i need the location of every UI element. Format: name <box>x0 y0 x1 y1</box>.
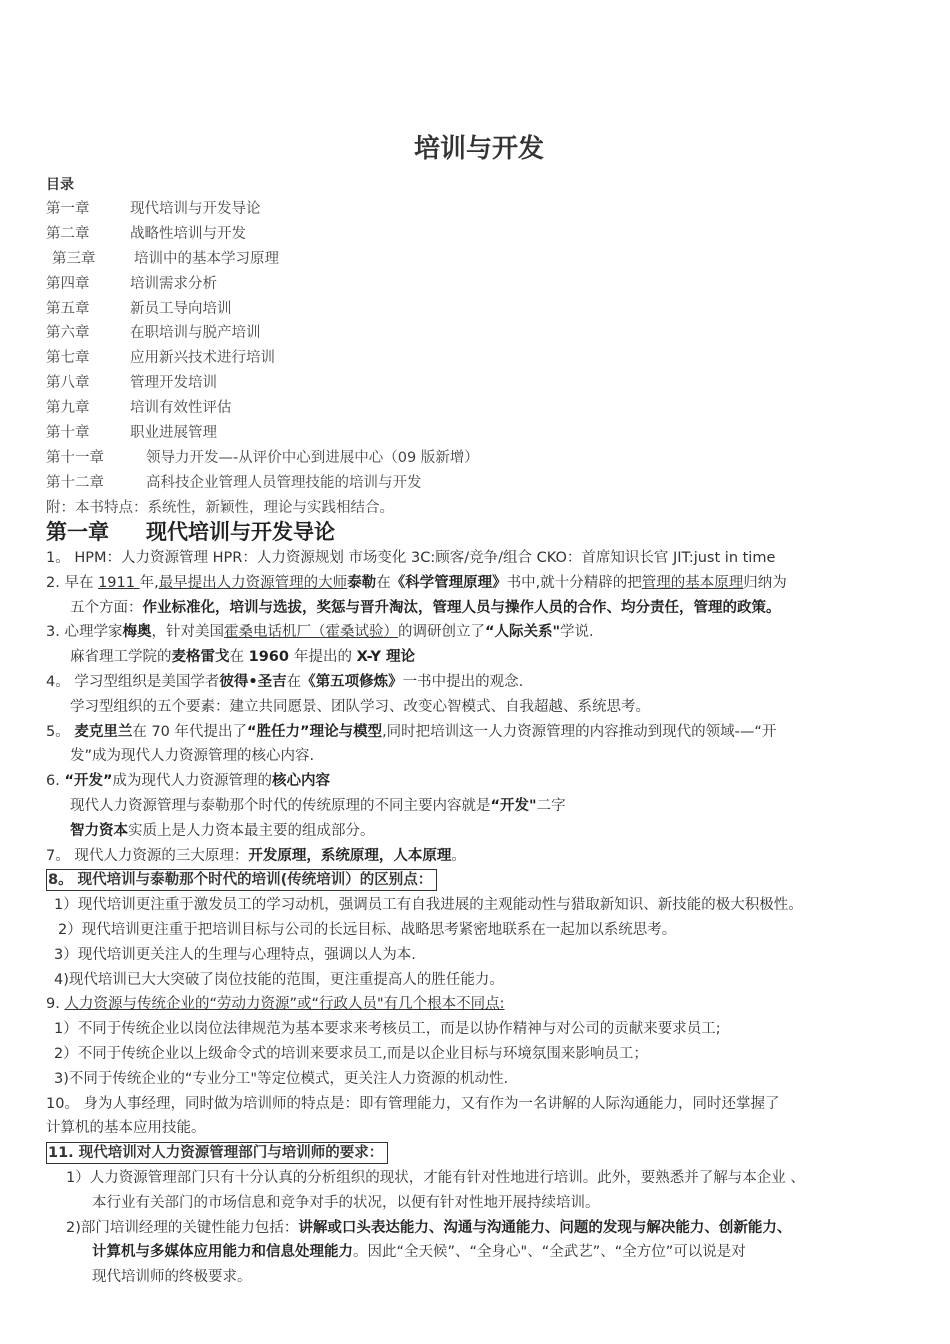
chapter-title: 现代培训与开发导论 <box>146 520 335 544</box>
toc-chapter-name: 在职培训与脱产培训 <box>130 325 261 342</box>
paragraph-5-line-1 <box>46 720 912 745</box>
text: 一书中提出的观念. <box>402 673 524 690</box>
toc-item <box>46 471 479 496</box>
text: 作业标准化，培训与选拔，奖惩与晋升淘汰，管理人员与操作人员的合作、均分责任，管理的政策。 <box>142 599 781 616</box>
text: 。 <box>451 847 466 864</box>
text: 讲解或口头表达能力、沟通与沟通能力、问题的发现与解决能力、创新能力、 <box>298 1219 792 1236</box>
list-item: 3)不同于传统企业的“专业分工"等定位模式，更关注人力资源的机动性. <box>54 1070 509 1087</box>
toc-chapter-name: 战略性培训与开发 <box>130 225 246 242</box>
chapter-body <box>46 546 912 1290</box>
text: “开发" <box>490 797 537 814</box>
text: 彼得•圣吉 <box>219 673 287 690</box>
text: “人际关系" <box>484 624 561 641</box>
list-item: 3）现代培训更关注人的生理与心理特点，强调以人为本. <box>54 946 416 963</box>
text: 计算机与多媒体应用能力和信息处理能力 <box>92 1244 353 1261</box>
toc-chapter-number: 第五章 <box>46 300 90 317</box>
table-of-contents <box>46 197 479 521</box>
paragraph-3-line-1 <box>46 620 912 645</box>
text: 学说. <box>560 624 594 641</box>
list-item-continuation: 本行业有关部门的市场信息和竞争对手的状况，以便有针对性地开展持续培训。 <box>92 1194 600 1211</box>
toc-item <box>46 446 479 471</box>
toc-item <box>46 247 479 272</box>
list-item: 4)现代培训已大大突破了岗位技能的范围，更注重提高人的胜任能力。 <box>54 971 504 988</box>
toc-chapter-name: 培训需求分析 <box>130 275 217 292</box>
text: 在 <box>376 574 391 591</box>
toc-heading: 目录 <box>46 177 74 193</box>
text: 在 <box>229 649 249 666</box>
paragraph-6-line-2 <box>46 794 912 819</box>
chapter-number: 第一章 <box>46 520 109 544</box>
toc-chapter-number: 第十章 <box>46 425 90 442</box>
text: 泰勒 <box>347 574 377 591</box>
toc-chapter-number: 第十二章 <box>46 474 104 491</box>
text: 智力资本 <box>70 822 128 839</box>
list-item-continuation <box>46 1240 912 1265</box>
list-item: 1）现代培训更注重于激发员工的学习动机，强调员工有自我进展的主观能动性与猎取新知识、新技能的极大积极性。 <box>54 897 803 914</box>
toc-chapter-name: 管理开发培训 <box>130 375 217 392</box>
toc-appendix: 附：本书特点：系统性，新颖性，理论与实践相结合。 <box>46 499 394 516</box>
paragraph-11-heading <box>46 1141 912 1166</box>
text: “开发” <box>64 773 113 790</box>
text: 7。 现代人力资源的三大原理： <box>46 847 249 864</box>
text: “胜任力”理论与模型 <box>247 723 383 740</box>
toc-chapter-number: 第十一章 <box>46 449 104 466</box>
text: 4。 学习型组织是美国学者 <box>46 673 220 690</box>
paragraph-5-line-2: 发”成为现代人力资源管理的核心内容. <box>70 748 315 765</box>
text: 人力资源与传统企业的“劳动力资源”或“行政人员"有几个根本不同点: <box>64 996 505 1013</box>
text: 2)部门培训经理的关键性能力包括： <box>66 1219 299 1236</box>
toc-chapter-name: 职业进展管理 <box>130 425 217 442</box>
toc-item <box>46 222 479 247</box>
list-item: 2）不同于传统企业以上级命令式的培训来要求员工,而是以企业目标与环境氛围来影响员工； <box>54 1045 648 1062</box>
paragraph-10-line-1: 10。 身为人事经理，同时做为培训师的特点是：即有管理能力，又有作为一名讲解的人际沟通能力，同时还掌握了 <box>46 1095 780 1112</box>
text: 3. 心理学家 <box>46 624 123 641</box>
toc-chapter-name: 领导力开发—-从评价中心到进展中心（09 版新增） <box>146 449 479 466</box>
text: 2. 早在 <box>46 574 99 591</box>
toc-chapter-number: 第七章 <box>46 350 90 367</box>
paragraph-6-line-3 <box>46 819 912 844</box>
paragraph-2-line-1 <box>46 571 912 596</box>
toc-item <box>46 272 479 297</box>
toc-item <box>46 297 479 322</box>
text: 麦格雷戈 <box>171 649 230 666</box>
list-item: 2）现代培训更注重于把培训目标与公司的长远目标、战略思考紧密地联系在一起加以系统思考。 <box>58 921 677 938</box>
toc-chapter-number: 第二章 <box>46 225 90 242</box>
text: 《科学管理原理》 <box>390 574 507 591</box>
text: X-Y 理论 <box>356 649 416 666</box>
text: 在 70 年代提出了 <box>132 723 248 740</box>
paragraph-4-line-1 <box>46 670 912 695</box>
text: 五个方面： <box>70 599 143 616</box>
text: 1911 <box>98 574 140 591</box>
list-item: 1）不同于传统企业以岗位法律规范为基本要求来考核员工，而是以协作精神与对公司的贡献来要求员工; <box>54 1021 721 1038</box>
text: 5。 <box>46 723 75 740</box>
toc-chapter-number: 第四章 <box>46 275 90 292</box>
text: 开发原理，系统原理，人本原理 <box>248 847 452 864</box>
paragraph-2-line-2 <box>46 596 912 621</box>
paragraph-3-line-2 <box>46 645 912 670</box>
text: 管理的基本原理 <box>641 574 744 591</box>
text: 霍桑电话机厂（霍桑试验） <box>223 624 398 641</box>
paragraph-6-line-1 <box>46 769 912 794</box>
toc-chapter-number: 第八章 <box>46 375 90 392</box>
text: 书中,就十分精辟的把 <box>506 574 642 591</box>
toc-item <box>46 346 479 371</box>
toc-chapter-number: 第三章 <box>52 250 96 267</box>
text: 在 <box>286 673 302 690</box>
text: 的调研创立了 <box>397 624 485 641</box>
boxed-heading: 8。 现代培训与泰勒那个时代的培训(传统培训）的区别点： <box>46 869 437 891</box>
text: 6. <box>46 773 65 790</box>
text: 最早提出人力资源管理的大师 <box>158 574 348 591</box>
text: 《第五项修炼》 <box>301 673 403 690</box>
toc-chapter-number: 第一章 <box>46 201 90 217</box>
toc-item <box>46 321 479 346</box>
paragraph-1: 1。 HPM：人力资源管理 HPR：人力资源规划 市场变化 3C:顾客/竞争/组合 CKO：首席知识长官 JIT:just in time <box>46 550 776 566</box>
text: 麦克里兰 <box>74 723 133 740</box>
list-item: 1）人力资源管理部门只有十分认真的分析组织的现状，才能有针对性地进行培训。此外，要熟悉并了解与本企业 、 <box>66 1169 805 1186</box>
paragraph-9-heading <box>46 992 912 1017</box>
toc-chapter-name: 现代培训与开发导论 <box>130 201 261 217</box>
chapter-heading <box>46 516 335 546</box>
text: 归纳为 <box>743 574 787 591</box>
toc-item <box>46 371 479 396</box>
text: 核心内容 <box>272 773 331 790</box>
text: 1960 <box>248 649 295 666</box>
document-title: 培训与开发 <box>413 134 544 164</box>
toc-item <box>46 421 479 446</box>
toc-item <box>46 197 479 222</box>
text: 。因此“全天候”、“全身心"、“全武艺”、“全方位”可以说是对 <box>353 1244 746 1261</box>
list-item <box>46 1216 912 1241</box>
paragraph-4-line-2: 学习型组织的五个要素：建立共同愿景、团队学习、改变心智模式、自我超越、系统思考。 <box>70 698 650 715</box>
text: 年提出的 <box>294 649 357 666</box>
text: 麻省理工学院的 <box>70 649 172 666</box>
toc-chapter-name: 高科技企业管理人员管理技能的培训与开发 <box>146 474 422 491</box>
list-item-continuation: 现代培训师的终极要求。 <box>92 1269 252 1286</box>
toc-chapter-number: 第九章 <box>46 400 90 417</box>
text: ,同时把培训这一人力资源管理的内容推动到现代的领域-—“开 <box>382 723 777 740</box>
text: 年, <box>139 574 159 591</box>
boxed-heading: 11. 现代培训对人力资源管理部门与培训师的要求： <box>46 1142 388 1164</box>
paragraph-10-line-2: 计算机的基本应用技能。 <box>46 1120 206 1137</box>
paragraph-7 <box>46 844 912 869</box>
text: 现代人力资源管理与泰勒那个时代的传统原理的不同主要内容就是 <box>70 797 491 814</box>
toc-chapter-number: 第六章 <box>46 325 90 342</box>
paragraph-8-heading <box>46 868 912 893</box>
toc-chapter-name: 应用新兴技术进行培训 <box>130 350 275 367</box>
text: 成为现代人力资源管理的 <box>112 773 273 790</box>
text: 二字 <box>536 797 566 814</box>
text: 9. <box>46 996 65 1013</box>
toc-chapter-name: 培训有效性评估 <box>130 400 232 417</box>
toc-chapter-name: 培训中的基本学习原理 <box>134 250 279 267</box>
toc-chapter-name: 新员工导向培训 <box>130 300 232 317</box>
text: ，针对美国 <box>151 624 224 641</box>
toc-item <box>46 396 479 421</box>
text: 梅奥 <box>122 624 152 641</box>
text: 实质上是人力资本最主要的组成部分。 <box>128 822 375 839</box>
